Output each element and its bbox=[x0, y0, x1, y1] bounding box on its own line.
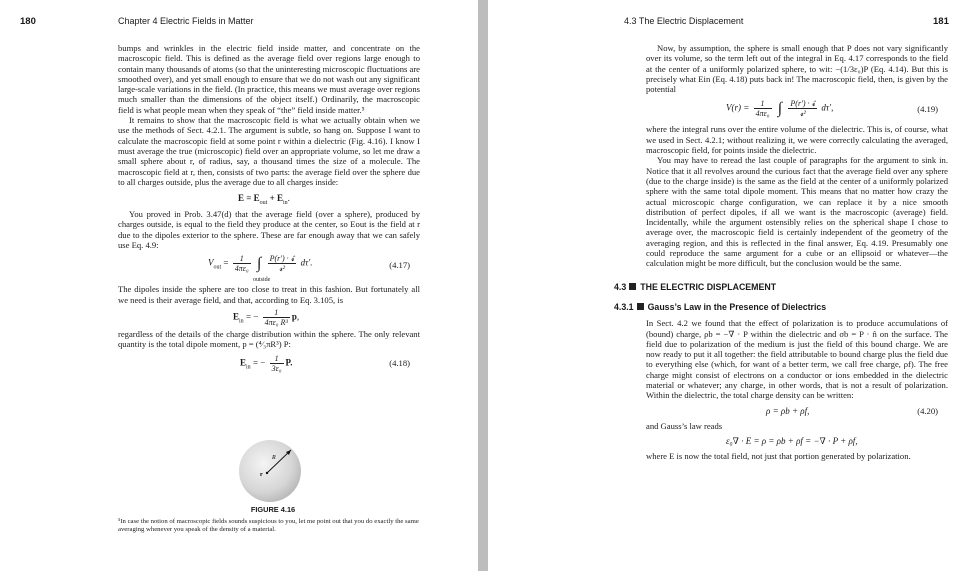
paragraph: It remains to show that the macroscopic field is what we actually obtain when we use the methods of Sect. 4.2.1. The argument is subtle, so hang on. Suppose I want to calculate the macroscopic field at some point r within a dielectric (Fig. 4.16). I know I must average the true (microscopic) field over an appropriate volume, so let me draw a small sphere about r, of radius, say, a thousand times the size of a molecule. The macroscopic field at r, then, consists of two parts: the average field over the sphere due to all charges outside, plus the average due to all charges inside: bbox=[118, 115, 420, 187]
section-square-icon bbox=[629, 283, 636, 290]
paragraph: You may have to reread the last couple of paragraphs for the argument to sink in. Notice that it all revolves around the curious fact that the average field over any sphere (due to the charge inside) is the same as the field at the center of a uniformly polarized sphere with the same total dipole moment. This means that no matter how crazy the actual microscopic charge configuration, we can replace it by a nice smooth distribution of perfect dipoles, if all we want is the macroscopic (average) field. Incidentally, while the argument ostensibly relies on the spherical shape I chose to average over, the macroscopic field is certainly independent of the geometry of the averaging region, and this is reflected in the final answer, Eq. 4.19. Presumably one could reproduce the same argument for a cube or an ellipsoid or whatever—the calculation might be more difficult, but the conclusion would be the same. bbox=[646, 155, 948, 269]
equation-total-field: $E = E_{out} + E_{in}$. bbox=[238, 193, 290, 206]
paragraph: You proved in Prob. 3.47(d) that the average field (over a sphere), produced by charges outside, is equal to the field they produce at the center, so Eout is the field at r due to the dipoles exterior to the sphere. These are far enough away that we can safely use Eq. 4.9: bbox=[118, 209, 420, 251]
page-number-right: 181 bbox=[933, 16, 949, 27]
paragraph: In Sect. 4.2 we found that the effect of polarization is to produce accumulations of (bound) charge, ρb = −∇ · P within the dielectric and σb = P · n̂ on the surface. The field due to polarization of the medium is just the field of this bound charge. We are now ready to put it all together: the field attributable to bound charge plus the field due to everything else (which, for want of a better term, we call free charge, ρf). The free charge might consist of electrons on a conductor or ions embedded in the dielectric material or whatever; any charge, in other words, that is not a result of polarization. Within the dielectric, the total charge density can be written: bbox=[646, 318, 948, 401]
right-page bbox=[488, 0, 968, 571]
fig-label-r: r bbox=[260, 472, 263, 478]
outside-label: outside bbox=[253, 277, 271, 284]
paragraph: The dipoles inside the sphere are too close to treat in this fashion. But fortunately all we need is their average field, and that, according to Eq. 3.105, is bbox=[118, 284, 420, 305]
sphere-figure bbox=[236, 437, 304, 505]
left-page bbox=[0, 0, 478, 571]
paragraph: where the integral runs over the entire volume of the dielectric. This is, of course, what we used in Sect. 4.2.1; without realizing it, we were correctly calculating the averaged, macroscopic field, for points inside the dielectric. bbox=[646, 124, 948, 156]
footnote: ⁵In case the notion of macroscopic fields sounds suspicious to you, let me point out that you do exactly the same averaging whenever you speak of the density of a material. bbox=[118, 518, 419, 533]
running-head-left: Chapter 4 Electric Fields in Matter bbox=[118, 16, 254, 26]
section-heading: 4.3 THE ELECTRIC DISPLACEMENT bbox=[614, 281, 777, 292]
subsection-heading: 4.3.1 Gauss’s Law in the Presence of Dielectrics bbox=[614, 301, 827, 312]
equation-4-18: $E_{in}$ = − $\frac{1}{\text{3ε₀}}$ P. (4.18) bbox=[240, 353, 410, 373]
paragraph: and Gauss’s law reads bbox=[646, 420, 723, 431]
paragraph: where E is now the total field, not just that portion generated by polarization. bbox=[646, 450, 911, 461]
fig-label-R: R bbox=[272, 455, 276, 461]
paragraph: regardless of the details of the charge distribution within the sphere. The only relevant quantity is the total dipole moment, p = (⁴⁄₃πR³) P: bbox=[118, 328, 420, 350]
equation-number: (4.19) bbox=[917, 104, 938, 115]
equation-4-19: V(r) = $\frac{1}{\text{4πε₀}}$ ∫ $\frac{\text{P(r′) · 𝓻̂}}{\text{𝓻²}}$ dτ′, (4.19) bbox=[726, 99, 938, 119]
equation-4-17: $V_{out}$ = $\frac{1}{\text{4πε₀}}$ ∫ $\frac{\text{P(r′) · 𝓻̂}}{\text{𝓻²}}$ dτ′. outside (4.17) bbox=[118, 250, 420, 284]
paragraph: Now, by assumption, the sphere is small enough that P does not vary significantly over its volume, so the term left out of the integral in Eq. 4.17 corresponds to the field at the center of a uniformly polarized sphere, to wit: −(1/3ε₀)P (Eq. 4.14). But this is precisely what Ein (Eq. 4.18) puts back in! The macroscopic field, then, is given by the potential bbox=[646, 43, 948, 95]
equation-ein-avg: $E_{in}$ = − $\frac{1}{\text{4πε₀ R³}}$ p, bbox=[233, 307, 300, 327]
running-head-right: 4.3 The Electric Displacement bbox=[624, 16, 744, 26]
figure-caption: FIGURE 4.16 bbox=[250, 505, 296, 514]
right-body bbox=[614, 43, 948, 461]
page-number-left: 180 bbox=[20, 16, 36, 27]
equation-number: (4.20) bbox=[917, 405, 938, 416]
equation-number: (4.17) bbox=[389, 260, 410, 271]
equation-4-20: ρ = ρb + ρf, (4.20) bbox=[766, 405, 938, 416]
page-gutter bbox=[478, 0, 488, 571]
left-body bbox=[118, 43, 420, 376]
paragraph: bumps and wrinkles in the electric field inside matter, and concentrate on the macroscopic field. This is defined as the average field over regions large enough to contain many thousands of atoms (so that the uninteresting microscopic fluctuations are smoothed over), and yet small enough to ensure that we do not wash out any significant large-scale variations in the field. (In practice, this means we must average over regions much smaller than the dimensions of the object itself.) Ordinarily, the macroscopic field is what people mean when they speak of “the” field inside matter.⁵ bbox=[118, 43, 420, 115]
equation-gauss: ε₀∇ · E = ρ = ρb + ρf = −∇ · P + ρf, bbox=[726, 435, 858, 446]
sphere bbox=[239, 440, 301, 502]
section-square-icon bbox=[637, 303, 644, 310]
equation-number: (4.18) bbox=[389, 357, 410, 368]
